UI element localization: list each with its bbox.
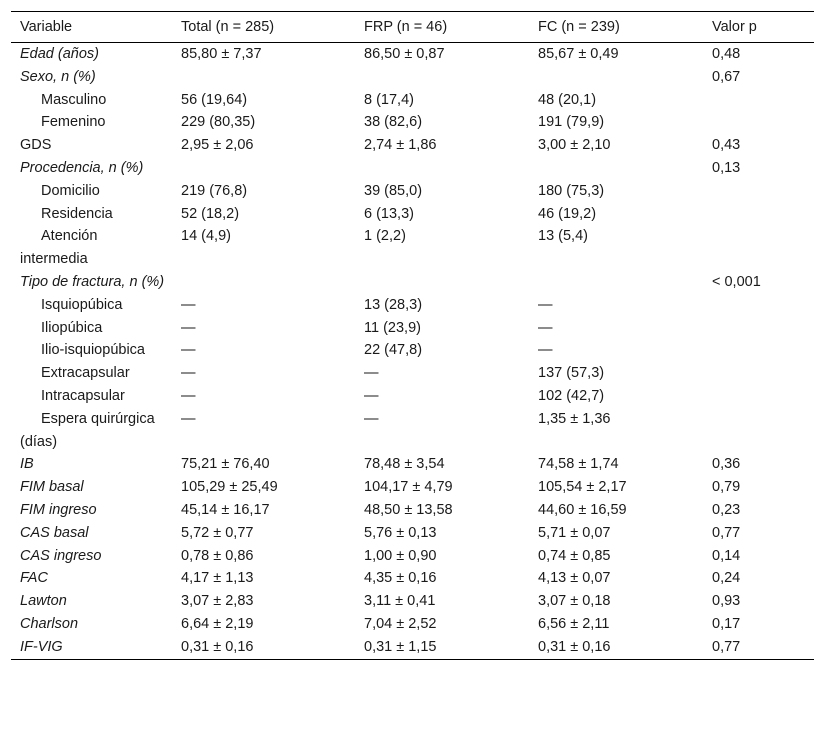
row-label: Isquiopúbica <box>41 296 123 313</box>
cell-fc: 3,00 ± 2,10 <box>538 137 611 154</box>
cell-frp: — <box>364 410 379 427</box>
table-row <box>11 590 814 613</box>
table-row <box>11 522 814 545</box>
table-row <box>11 203 814 226</box>
cell-total: — <box>181 296 196 313</box>
table-row <box>11 89 814 112</box>
cell-fc: 3,07 ± 0,18 <box>538 593 611 610</box>
cell-p-value: 0,17 <box>712 615 741 632</box>
cell-fc: 0,74 ± 0,85 <box>538 547 611 564</box>
table-row <box>11 66 814 89</box>
table-row <box>11 180 814 203</box>
cell-p-value: 0,23 <box>712 501 741 518</box>
cell-frp: 6 (13,3) <box>364 205 414 222</box>
table-row <box>11 339 814 362</box>
cell-frp: 1,00 ± 0,90 <box>364 547 437 564</box>
cell-p-value <box>703 203 814 226</box>
cell-fc: 105,54 ± 2,17 <box>538 479 627 496</box>
cell-fc: 137 (57,3) <box>538 365 605 382</box>
table-row <box>11 499 814 522</box>
cell-fc: 48 (20,1) <box>538 91 597 108</box>
cell-total: 56 (19,64) <box>181 91 248 108</box>
row-label: Masculino <box>41 91 107 108</box>
cell-fc: 46 (19,2) <box>538 205 597 222</box>
cell-p-value <box>703 111 814 134</box>
table-row <box>11 43 814 66</box>
table-row <box>11 545 814 568</box>
table-row <box>11 111 814 134</box>
cell-total: 14 (4,9) <box>181 228 231 245</box>
cell-frp: 4,35 ± 0,16 <box>364 570 437 587</box>
cell-p-value: 0,13 <box>712 159 741 176</box>
cell-p-value: 0,77 <box>712 638 741 655</box>
cell-fc: 1,35 ± 1,36 <box>538 410 611 427</box>
table-row <box>11 385 814 408</box>
cell-total: 0,31 ± 0,16 <box>181 638 254 655</box>
cell-frp: 78,48 ± 3,54 <box>364 456 445 473</box>
row-label: CAS ingreso <box>20 547 102 564</box>
cell-p-value: < 0,001 <box>712 273 761 290</box>
table-row <box>11 613 814 636</box>
cell-total: 2,95 ± 2,06 <box>181 137 254 154</box>
cell-p-value <box>703 180 814 203</box>
row-label: Charlson <box>20 615 79 632</box>
table-row <box>11 408 814 454</box>
cell-frp: 0,31 ± 1,15 <box>364 638 437 655</box>
row-label: IB <box>20 456 34 473</box>
cell-p-value: 0,36 <box>712 456 741 473</box>
table-row <box>11 362 814 385</box>
cell-total: 5,72 ± 0,77 <box>181 524 254 541</box>
table-row <box>11 294 814 317</box>
cell-frp <box>355 66 529 89</box>
cell-fc: 85,67 ± 0,49 <box>538 46 619 62</box>
table-row <box>11 134 814 157</box>
cell-total: 75,21 ± 76,40 <box>181 456 270 473</box>
cell-frp: 13 (28,3) <box>364 296 423 313</box>
table-row <box>11 636 814 659</box>
cell-frp: 2,74 ± 1,86 <box>364 137 437 154</box>
table-header <box>11 12 814 43</box>
cell-total <box>172 157 355 180</box>
cell-frp <box>355 157 529 180</box>
row-label: Domicilio <box>41 182 100 199</box>
cell-total: 0,78 ± 0,86 <box>181 547 254 564</box>
table-row <box>11 271 814 294</box>
cell-p-value <box>703 225 814 271</box>
cell-p-value: 0,77 <box>712 524 741 541</box>
cell-total: — <box>181 319 196 336</box>
cell-p-value: 0,43 <box>712 137 741 154</box>
cell-fc: 180 (75,3) <box>538 182 605 199</box>
cell-total: 4,17 ± 1,13 <box>181 570 254 587</box>
row-label: Atención intermedia <box>20 228 98 268</box>
cell-frp: 104,17 ± 4,79 <box>364 479 453 496</box>
row-label: Edad (años) <box>20 46 99 62</box>
cell-fc: 6,56 ± 2,11 <box>538 615 610 632</box>
row-label: FIM ingreso <box>20 501 97 518</box>
cell-total <box>172 66 355 89</box>
cell-fc: 13 (5,4) <box>538 228 588 245</box>
cell-total: — <box>181 342 196 359</box>
cell-p-value: 0,67 <box>712 68 741 85</box>
cell-p-value: 0,93 <box>712 593 741 610</box>
cell-frp: 1 (2,2) <box>364 228 406 245</box>
cell-p-value <box>703 317 814 340</box>
cell-frp: 39 (85,0) <box>364 182 423 199</box>
row-label: Ilio-isquiopúbica <box>41 342 145 359</box>
results-table <box>11 11 814 660</box>
cell-p-value <box>703 362 814 385</box>
cell-frp: — <box>364 365 379 382</box>
cell-fc <box>529 157 703 180</box>
cell-fc <box>529 66 703 89</box>
row-label: Sexo, n (%) <box>20 68 96 85</box>
cell-fc: 5,71 ± 0,07 <box>538 524 611 541</box>
header-fc: FC (n = 239) <box>538 18 620 35</box>
cell-fc: — <box>538 319 553 336</box>
row-label: Tipo de fractura, n (%) <box>20 273 165 290</box>
cell-p-value <box>703 385 814 408</box>
cell-total: 219 (76,8) <box>181 182 248 199</box>
cell-total: 85,80 ± 7,37 <box>181 46 262 62</box>
cell-total: — <box>181 365 196 382</box>
row-label: Intracapsular <box>41 387 125 404</box>
cell-fc: 0,31 ± 0,16 <box>538 638 611 655</box>
header-variable: Variable <box>20 18 73 35</box>
table-row <box>11 225 814 271</box>
cell-total: 105,29 ± 25,49 <box>181 479 278 496</box>
cell-total: 229 (80,35) <box>181 114 256 131</box>
cell-fc: — <box>538 296 553 313</box>
row-label: Femenino <box>41 114 106 131</box>
cell-fc <box>529 271 703 294</box>
cell-p-value: 0,14 <box>712 547 741 564</box>
cell-p-value: 0,48 <box>712 46 741 62</box>
cell-p-value <box>703 339 814 362</box>
cell-frp: 5,76 ± 0,13 <box>364 524 437 541</box>
cell-p-value <box>703 294 814 317</box>
cell-total: — <box>181 410 196 427</box>
cell-frp: 48,50 ± 13,58 <box>364 501 453 518</box>
table-body <box>11 43 814 660</box>
cell-p-value <box>703 89 814 112</box>
cell-fc: 102 (42,7) <box>538 387 605 404</box>
cell-total: 6,64 ± 2,19 <box>181 615 254 632</box>
row-label: Residencia <box>41 205 113 222</box>
table-row <box>11 317 814 340</box>
cell-frp: 8 (17,4) <box>364 91 414 108</box>
row-label: Procedencia, n (%) <box>20 159 144 176</box>
cell-total: — <box>181 387 196 404</box>
cell-frp: 3,11 ± 0,41 <box>364 593 436 610</box>
cell-frp: 22 (47,8) <box>364 342 423 359</box>
row-label: Lawton <box>20 593 67 610</box>
table-row <box>11 157 814 180</box>
cell-frp: — <box>364 387 379 404</box>
cell-frp: 86,50 ± 0,87 <box>364 46 445 62</box>
row-label: FIM basal <box>20 479 84 496</box>
cell-p-value: 0,24 <box>712 570 741 587</box>
row-label: Extracapsular <box>41 365 130 382</box>
table-row <box>11 453 814 476</box>
cell-frp: 11 (23,9) <box>364 319 421 336</box>
row-label: FAC <box>20 570 48 587</box>
cell-total: 45,14 ± 16,17 <box>181 501 270 518</box>
cell-fc: 191 (79,9) <box>538 114 605 131</box>
cell-fc: 74,58 ± 1,74 <box>538 456 619 473</box>
row-label: IF-VIG <box>20 638 63 655</box>
cell-total: 52 (18,2) <box>181 205 240 222</box>
row-label: GDS <box>20 137 52 154</box>
table-row <box>11 567 814 590</box>
cell-p-value: 0,79 <box>712 479 741 496</box>
cell-frp: 38 (82,6) <box>364 114 423 131</box>
cell-total <box>172 271 355 294</box>
cell-fc: 4,13 ± 0,07 <box>538 570 611 587</box>
cell-frp: 7,04 ± 2,52 <box>364 615 437 632</box>
cell-fc: 44,60 ± 16,59 <box>538 501 627 518</box>
cell-fc: — <box>538 342 553 359</box>
header-total: Total (n = 285) <box>181 18 275 35</box>
cell-frp <box>355 271 529 294</box>
header-p-value: Valor p <box>712 18 757 35</box>
table-row <box>11 476 814 499</box>
cell-total: 3,07 ± 2,83 <box>181 593 254 610</box>
row-label: Espera quirúrgica (días) <box>20 410 155 450</box>
header-frp: FRP (n = 46) <box>364 18 448 35</box>
cell-p-value <box>703 408 814 454</box>
row-label: Iliopúbica <box>41 319 103 336</box>
row-label: CAS basal <box>20 524 89 541</box>
header-row <box>11 12 814 43</box>
